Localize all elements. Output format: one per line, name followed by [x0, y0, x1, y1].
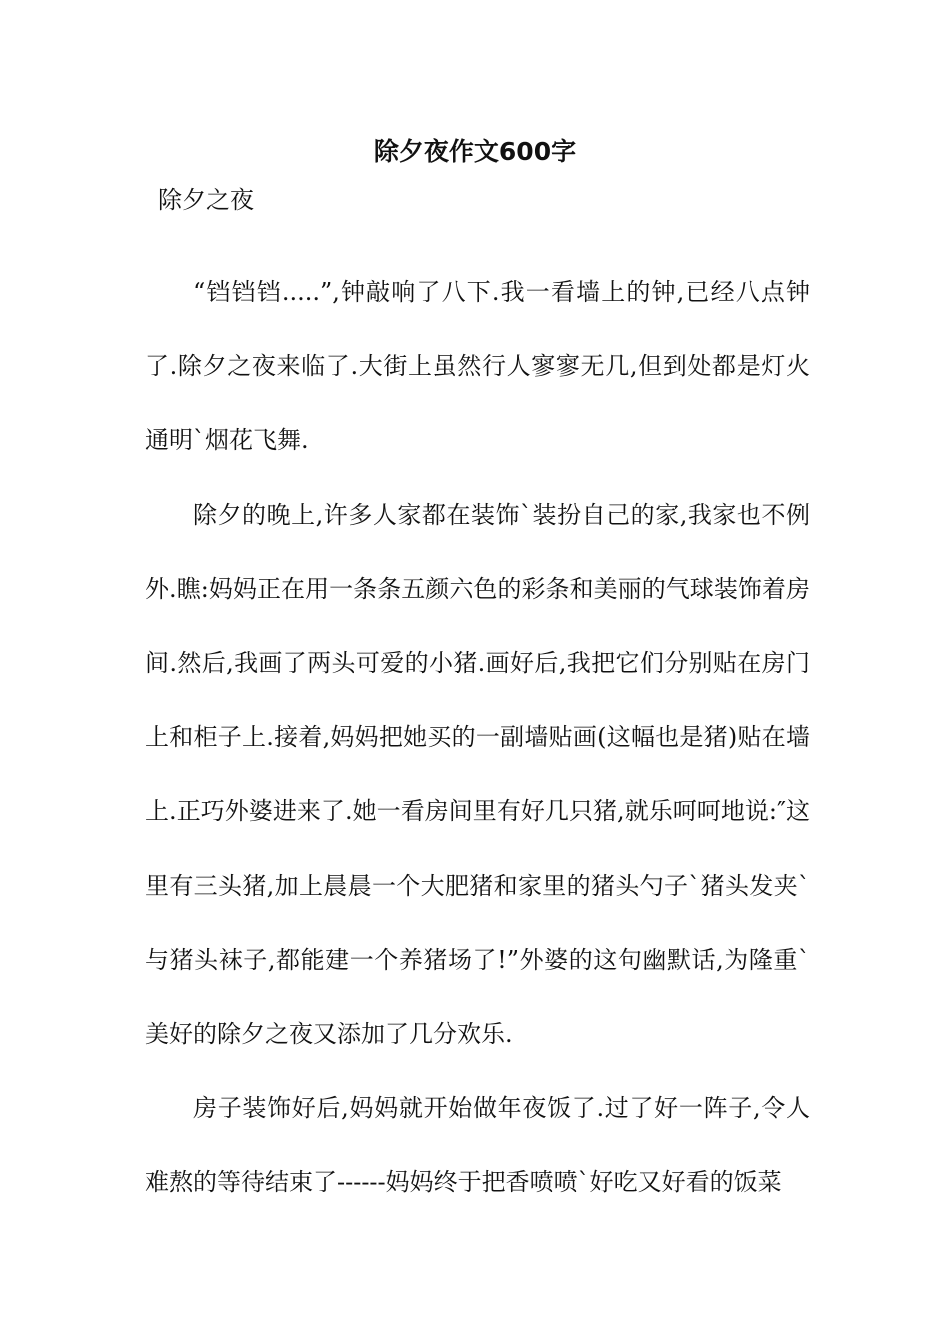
paragraph-2: 除夕的晚上,许多人家都在装饰`装扮自己的家,我家也不例外.瞧:妈妈正在用一条条五颜六色的彩条和美丽的气球装饰着房间.然后,我画了两头可爱的小猪.画好后,我把它们分别贴在房门上和柜子上.接着,妈妈把她买的一副墙贴画(这幅也是猪)贴在墙上.正巧外婆进来了.她一看房间里有好几只猪,就乐呵呵地说:″这里有三头猪,加上晨晨一个大肥猪和家里的猪头勺子`猪头发夹`与猪头袜子,都能建一个养猪场了!”外婆的这句幽默话,为隆重`美好的除夕之夜又添加了几分欢乐.: [145, 500, 810, 1049]
paragraph-3: 房子装饰好后,妈妈就开始做年夜饭了.过了好一阵子,令人难熬的等待结束了------妈妈终于把香喷喷`好吃又好看的饭菜: [145, 1094, 810, 1197]
paragraph-1: “铛铛铛.....”,钟敲响了八下.我一看墙上的钟,已经八点钟了.除夕之夜来临了.大街上虽然行人寥寥无几,但到处都是灯火通明`烟花飞舞.: [145, 278, 810, 455]
document-subtitle: 除夕之夜: [158, 186, 254, 214]
document-title: 除夕夜作文600字: [373, 137, 577, 166]
document-body: [145, 255, 810, 1220]
